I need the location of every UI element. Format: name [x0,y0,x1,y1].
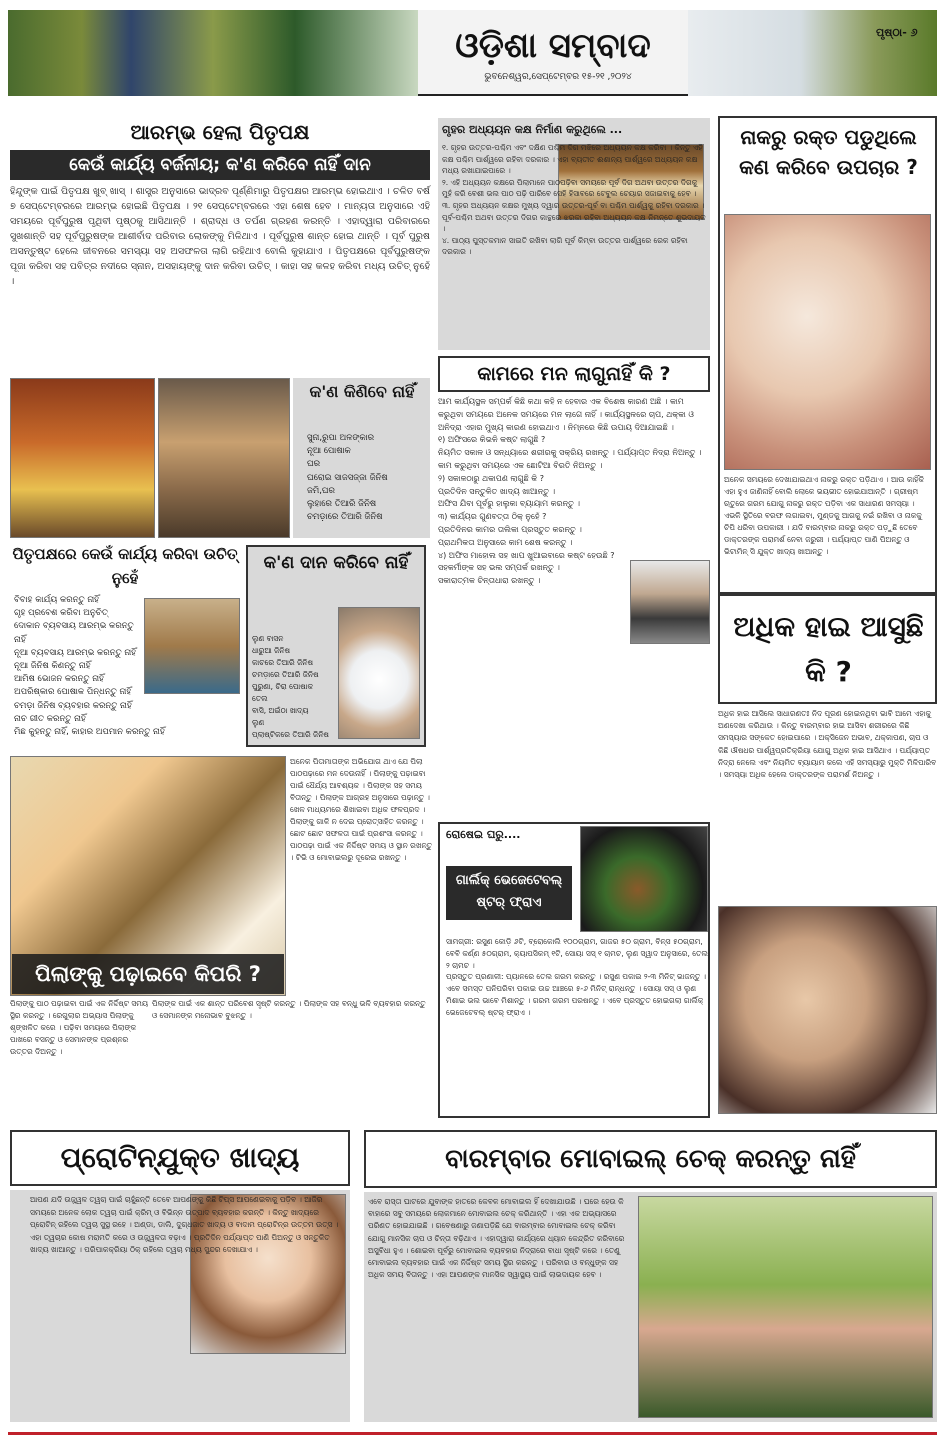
kids-title: ପିଲାଙ୍କୁ ପଢ଼ାଇବେ କିପରି ? [12,954,284,994]
list-item: ବିବାହ କାର୍ଯ୍ୟ କରନ୍ତୁ ନାହିଁ [14,595,100,605]
list-item: ପ୍ଲାଷ୍ଟିକରେ ତିଆରି ଜିନିଷ [252,730,329,739]
list-item: ଦୋକାନ ବ୍ୟବସାୟ ଆରମ୍ଭ କରନ୍ତୁ ନାହିଁ [14,621,134,645]
list-item: ଲୁଣ ବାସନ [252,634,284,643]
yawning-body: ଅଧିକ ହାଇ ଆସିଲେ ସାଧାରଣତଃ ନିଦ ପୂରଣ ହୋଇନଥିବା ଭାବି ଆମେ ଏହାକୁ ଅଣଦେଖା କରିଥାଉ । କିନ୍ତୁ ବାରମ୍ବାର ହାଇ ଆସିବା ଶରୀରରେ କିଛି ସମସ୍ୟାର ସଙ୍କେତ ହୋଇପାରେ । ଅକ୍ସିଜେନ ଅଭାବ, ଥକ୍କାପଣ, ଚାପ ଓ କିଛି ଔଷଧର ପାର୍ଶ୍ୱପ୍ରତିକ୍ରିୟା ଯୋଗୁ ଅଧିକ ହାଇ ଆସିଥାଏ । ପର୍ଯ୍ୟାପ୍ତ ନିଦ୍ରା ନେଲେ ଏବଂ ନିୟମିତ ବ୍ୟାୟାମ କଲେ ଏହି ସମସ୍ୟାରୁ ମୁକ୍ତି ମିଳିପାରିବ । ସମସ୍ୟା ଅଧିକ ହେଲେ ଡାକ୍ତରଙ୍କ ପରାମର୍ଶ ନିଅନ୍ତୁ । [718,709,939,780]
no-buy-box [293,378,430,538]
list-item: ଗୃହ ପ୍ରବେଶ କରିବା ଅନୁଚିତ୍ [14,608,108,619]
nosebleed-photo [724,214,931,470]
list-item: ସୁନା,ରୁପା ଅଳଙ୍କାର [307,433,375,443]
list-item: ଚମଡ଼ା ଜିନିଷ ବ୍ୟବହାର କରନ୍ତୁ ନାହିଁ [14,700,132,711]
no-buy-list [307,432,427,536]
nosebleed-title: ନାକରୁ ରକ୍ତ ପଡୁଥିଲେ କଣ କରିବେ ଉପଚାର ? [739,125,918,179]
no-donate-list [252,633,342,745]
study-room-title: ଗୃହର ଅଧ୍ୟୟନ କକ୍ଷ ନିର୍ମାଣ କରୁଥିଲେ ... [442,123,623,136]
mobile-body: ଏବେ ରାସ୍ତା ଘାଟରେ ଯୁବାଙ୍କ ହାତରେ କେବଳ ମୋବାଇଲ ହିଁ ଦେଖାଯାଉଛି । ଘରେ ହେଉ କି ବାହାରେ ସବୁ ସମୟରେ ଲୋକମାନେ ମୋବାଇଲ ଚେକ୍ କରିଥାନ୍ତି । ଏହା ଏକ ଅଭ୍ୟାସରେ ପରିଣତ ହୋଇଯାଇଛି । ଗବେଷଣାରୁ ଜଣାପଡ଼ିଛି ଯେ ବାରମ୍ବାର ମୋବାଇଲ ଚେକ୍ କରିବା ଯୋଗୁ ମାନସିକ ଚାପ ଓ ଚିନ୍ତା ବଢ଼ିଥାଏ । ଏହାଦ୍ୱାରା କାର୍ଯ୍ୟରେ ଧ୍ୟାନ କେନ୍ଦ୍ରିତ କରିବାରେ ଅସୁବିଧା ହୁଏ । ଶୋଇବା ପୂର୍ବରୁ ମୋବାଇଲ ବ୍ୟବହାର ନିଦ୍ରାରେ ବାଧା ସୃଷ୍ଟି କରେ । ତେଣୁ ମୋବାଇଲ ବ୍ୟବହାର ପାଇଁ ଏକ ନିର୍ଦ୍ଦିଷ୍ଟ ସମୟ ସ୍ଥିର କରନ୍ତୁ । ପରିବାର ଓ ବନ୍ଧୁଙ୍କ ସହ ଅଧିକ ସମୟ ବିତାନ୍ତୁ । ଏହା ଆପଣଙ୍କ ମାନସିକ ସ୍ୱାସ୍ଥ୍ୟ ପାଇଁ ଲାଭଦାୟକ ହେବ । [368,1197,627,1280]
list-item: ଲୁଣ [252,718,265,727]
ritual-photo-priests [158,378,290,538]
pitru-headline: କେଉଁ କାର୍ଯ୍ୟ ବର୍ଜନୀୟ; କ'ଣ କରିବେ ନାହିଁ ଦାନ [10,150,430,180]
offering-photo [144,598,240,694]
work-mind-title-box [438,356,710,392]
pitru-body: ହିନ୍ଦୁଙ୍କ ପାଇଁ ପିତୃପକ୍ଷ ଖୁବ୍ ଖାସ୍ । ଶାସ୍ତ୍ର ଅନୁସାରେ ଭାଦ୍ରବ ପୂର୍ଣ୍ଣିମାରୁ ପିତୃପକ୍ଷର ଆରମ୍ଭ ହୋଇଥାଏ । ଚଳିତ ବର୍ଷ ୭ ସେପ୍ଟେମ୍ବରରେ ଆରମ୍ଭ ହୋଇଛି ପିତୃପକ୍ଷ । ୨୧ ସେପ୍ଟେମ୍ବରରେ ଏହା ଶେଷ ହେବ । ମାନ୍ୟତା ଅନୁସାରେ ଏହି ସମୟରେ ପୂର୍ବପୁରୁଷ ପୃଥିବୀ ପୃଷ୍ଠକୁ ଆସିଥାନ୍ତି । ଶ୍ରାଦ୍ଧ ଓ ତର୍ପଣ ଗ୍ରହଣ କରନ୍ତି । ଏହାଦ୍ୱାରା ପରିବାରରେ ସୁଖଶାନ୍ତି ସହ ପୂର୍ବପୁରୁଷଙ୍କ ଆଶୀର୍ବାଦ ପରିବାର ଲୋକଙ୍କୁ ମିଳିଥାଏ । ପୂର୍ବପୁରୁଷ ଶାନ୍ତ ହୋଇ ଥାନ୍ତି । ପୂର୍ବ ପୁରୁଷ ଅସନ୍ତୁଷ୍ଟ ହେଲେ ଜୀବନରେ ସମସ୍ୟା ସହ ଅସଫଳତା ଲାଗି ରହିଥାଏ ବୋଲି କୁହାଯାଏ । ପିତୃପକ୍ଷରେ ପୂର୍ବପୁରୁଷଙ୍କ ପୂଜା କରିବା ସହ ପବିତ୍ର ନଦୀରେ ସ୍ନାନ, ଅସହାୟଙ୍କୁ ଦାନ କରିବା ଉଚିତ୍ । କାହା ସହ କଳହ କରିବା ମଧ୍ୟ ଉଚିତ୍ ନୁହେଁ । [10,186,434,287]
yawning-title-box [718,594,937,704]
work-mind-body: ଆମ କାର୍ଯ୍ୟସ୍ଥଳ ସମ୍ପର୍କ କିଛି କଥା କହି ନ ହେବାର ଏକ ବିଶେଷ କାରଣ ଅଛି । କାମ କରୁଥିବା ସମୟରେ ଅନେକ ସମୟରେ ମନ ଲାଗେ ନାହିଁ । କାର୍ଯ୍ୟସ୍ଥଳରେ ଚାପ, ଥକ୍କା ଓ ଅନିଦ୍ରା ଏହାର ମୁଖ୍ୟ କାରଣ ହୋଇଥାଏ । ନିମ୍ନରେ କିଛି ଉପାୟ ଦିଆଯାଇଛି । ୧) ଅଫିସରେ କିଭଳି କଷ୍ଟ ଲାଗୁଛି ? ନିୟମିତ ସକାଳ ଓ ସନ୍ଧ୍ୟାରେ ଶରୀରକୁ ସକ୍ରିୟ ରଖନ୍ତୁ । ପର୍ଯ୍ୟାପ୍ତ ନିଦ୍ରା ନିଅନ୍ତୁ । କାମ କରୁଥିବା ସମୟରେ ଏକ ଛୋଟିଆ ବିରତି ନିଅନ୍ତୁ । ୨) ସକାଳଠାରୁ ଥକାପଣ ଲାଗୁଛି କି ? ପ୍ରତିଦିନ ସନ୍ତୁଳିତ ଖାଦ୍ୟ ଖାଆନ୍ତୁ । ଅଫିସ ଯିବା ପୂର୍ବରୁ ହାଲୁକା ବ୍ୟାୟାମ କରନ୍ତୁ । ୩) କାର୍ଯ୍ୟର ଗୁଣବତ୍ତା ଠିକ୍ ନୁହେଁ ? ପ୍ରତିଦିନର କାମର ତାଲିକା ପ୍ରସ୍ତୁତ କରନ୍ତୁ । ପ୍ରାଥମିକତା ଅନୁସାରେ କାମ ଶେଷ କରନ୍ତୁ । ୪) ଅଫିସ ମାହୋଲ ସହ ଖାପ ଖୁଆଇବାରେ କଷ୍ଟ ହେଉଛି ? ସହକର୍ମୀଙ୍କ ସହ ଭଲ ସମ୍ପର୍କ ରଖନ୍ତୁ । ସକାରାତ୍ମକ ଚିନ୍ତାଧାରା ରଖନ୍ତୁ । [438,397,702,586]
list-item: ଲୁହାରେ ତିଆରି ଜିନିଷ [307,499,377,510]
salt-hands-photo [338,607,420,739]
list-item: କାଚରେ ତିଆରି ଜିନିଷ [252,658,313,667]
kids-right-body: ଅନେକ ପିତାମାତାଙ୍କ ଅଭିଯୋଗ ଥାଏ ଯେ ପିଲା ପାଠପଢ଼ାରେ ମନ ଦେଉନାହିଁ । ପିଲାଙ୍କୁ ପଢ଼ାଇବା ପାଇଁ ଧୈର୍ଯ୍ୟ ଆବଶ୍ୟକ । ପିଲାଙ୍କ ସହ ସମୟ ବିତାନ୍ତୁ । ପିଲାଙ୍କ ଆଗ୍ରହ ଅନୁସାରେ ପଢ଼ାନ୍ତୁ । ଖେଳ ମାଧ୍ୟମରେ ଶିଖାଇବା ଅଧିକ ଫଳପ୍ରଦ । ପିଲାଙ୍କୁ ଗାଳି ନ ଦେଇ ପ୍ରୋତ୍ସାହିତ କରନ୍ତୁ । ଛୋଟ ଛୋଟ ସଫଳତା ପାଇଁ ପ୍ରଶଂସା କରନ୍ତୁ । ପାଠପଢ଼ା ପାଇଁ ଏକ ନିର୍ଦ୍ଦିଷ୍ଟ ସମୟ ଓ ସ୍ଥାନ ରଖନ୍ତୁ । ଟିଭି ଓ ମୋବାଇଲରୁ ଦୂରେଇ ରଖନ୍ତୁ । [290,757,435,862]
no-donate-title: କ'ଣ ଦାନ କରିବେ ନାହିଁ [263,553,409,573]
stressed-worker-photo [630,560,710,644]
list-item: ଧାରୁଆ ଜିନିଷ [252,646,291,655]
do-not-list [14,594,165,744]
list-item: ଘରୋଇ ସାଜସଜ୍ଜା ଜିନିଷ [307,472,388,483]
list-item: ଜମି,ଘର [307,485,335,496]
work-mind-title: କାମରେ ମନ ଲାଗୁନାହିଁ କି ? [477,363,671,385]
list-item: ମିଛ କୁହନ୍ତୁ ନାହିଁ, କାହାର ଅପମାନ କରନ୍ତୁ ନାହିଁ [14,727,165,738]
protein-title: ପ୍ରୋଟିନ୍‌ଯୁକ୍ତ ଖାଦ୍ୟ [60,1141,300,1174]
mobile-box [364,1192,937,1422]
stir-fry-photo [580,826,708,932]
list-item: ନୂଆ ଜିନିଷ କିଣନ୍ତୁ ନାହିଁ [14,661,91,672]
list-item: ନୂଆ ବ୍ୟବସାୟ ଆରମ୍ଭ କରନ୍ତୁ ନାହିଁ [14,647,137,658]
kids-bottom-right: ପିଲାଙ୍କ ପାଇଁ ଏକ ଶାନ୍ତ ପରିବେଶ ସୃଷ୍ଟି କରନ୍ତୁ । ପିଲାଙ୍କ ସହ ବନ୍ଧୁ ଭଳି ବ୍ୟବହାର କରନ୍ତୁ ଓ ସେମାନଙ୍କ ମନୋଭାବ ବୁଝନ୍ତୁ । [152,999,428,1020]
girls-mobile-photo [638,1196,933,1418]
protein-box [10,1190,350,1422]
do-not-title: ପିତୃପକ୍ଷରେ କେଉଁ କାର୍ଯ୍ୟ କରିବା ଉଚିତ୍ ନୁହେଁ [12,545,238,587]
nosebleed-box [718,116,937,594]
cooking-body: ସାମଗ୍ରୀ: ରସୁଣ କୋଡ଼ି ୬ଟି, ବ୍ରୋକୋଲି ୧୦୦ଗ୍ରାମ, ଗାଜର ୫୦ ଗ୍ରାମ, ବିନ୍ସ ୫୦ଗ୍ରାମ, ବେବି କର୍ଣ୍ଣ ୫୦ଗ୍ରାମ, କ୍ୟାପସିକମ୍ ୧ଟି, ସୋୟା ସସ୍ ୧ ଚାମଚ, ଲୁଣ ସ୍ୱାଦ ଅନୁସାରେ, ତେଲ ୨ ଚାମଚ । ପ୍ରସ୍ତୁତ ପ୍ରଣାଳୀ: ପ୍ୟାନରେ ତେଲ ଗରମ କରନ୍ତୁ । ରସୁଣ ପକାଇ ୨-୩ ମିନିଟ୍ ଭାଜନ୍ତୁ । ଏବେ ସମସ୍ତ ପନିପରିବା ପକାଇ ଉଚ୍ଚ ଆଞ୍ଚରେ ୫-୬ ମିନିଟ୍ ରାନ୍ଧନ୍ତୁ । ସୋୟା ସସ୍ ଓ ଲୁଣ ମିଶାଇ ଭଲ ଭାବେ ମିଶାନ୍ତୁ । ଗରମ ଗରମ ପରଷନ୍ତୁ । ଏବେ ପ୍ରସ୍ତୁତ ହୋଇଗଲା ଗାର୍ଲିକ୍ ଭେଜେଟେବଲ୍ ଷ୍ଟର୍ ଫ୍ରାଏ । [446,937,708,1017]
page-number: ପୃଷ୍ଠା- ୬ [876,26,918,39]
protein-title-box [10,1130,350,1186]
pitru-kicker: ଆରମ୍ଭ ହେଲା ପିତୃପକ୍ଷ [130,120,310,144]
nosebleed-body: ଅନେକ ସମୟରେ ଦେଖାଯାଇଥାଏ ନାକରୁ ରକ୍ତ ପଡ଼ିଥାଏ । ଆଉ କାହିଁକି ଏହା ହୁଏ ଜାଣିନାହିଁ ବୋଲି ଲୋକେ ଭୟଭୀତ ହୋଇଯାଆନ୍ତି । ଗ୍ରୀଷ୍ମ ଋତୁରେ ଗରମ ଯୋଗୁ ନାକରୁ ରକ୍ତ ପଡ଼ିବା ଏକ ସାଧାରଣ ସମସ୍ୟା । ଏଭଳି ସ୍ଥିତିରେ ବରଫ ଲଗାଇବା, ମୁଣ୍ଡକୁ ଆଗକୁ ନଇଁ ରଖିବା ଓ ନାକକୁ ଚିପି ଧରିବା ଉପକାରୀ । ଯଦି ବାରମ୍ବାର ନାକରୁ ରକ୍ତ ପଡ଼ୁଛି ତେବେ ଡାକ୍ତରଙ୍କ ପରାମର୍ଶ ନେବା ଜରୁରୀ । ପର୍ଯ୍ୟାପ୍ତ ପାଣି ପିଅନ୍ତୁ ଓ ଭିଟାମିନ୍ ସି ଯୁକ୍ତ ଖାଦ୍ୟ ଖାଆନ୍ତୁ । [724,475,927,556]
list-item: ଚମଡ଼ାରେ ତିଆରି ଜିନିଷ [307,512,383,523]
list-item: ପୁରୁଣା, ଚିରା ପୋଷାକ [252,682,313,691]
list-item: ବାସି, ଅଇଁଠା ଖାଦ୍ୟ [252,706,309,715]
list-item: ଅପରିଷ୍କାର ପୋଷାକ ପିନ୍ଧନ୍ତୁ ନାହିଁ [14,687,132,698]
ritual-photo-milk [10,378,155,538]
list-item: ତେଲ [252,694,268,703]
study-room-body: ୧. ଗୃହର ଉତ୍ତର-ପଶ୍ଚିମ ଏବଂ ଦକ୍ଷିଣ ପଶ୍ଚିମ ଦିଗ ମଝିରେ ଅଧ୍ୟୟନ କକ୍ଷ କରିବା । କିନ୍ତୁ ଏହି କକ୍ଷ ପଶ୍ଚିମ ପାର୍ଶ୍ୱରେ ରହିବା ଦରକାର । ଏହା ବ୍ୟତୀତ ଈଶାନ୍ୟ ପାର୍ଶ୍ୱରେ ଅଧ୍ୟୟନ କକ୍ଷ ମଧ୍ୟ ରଖାଯାଇପାରେ । ୨. ଏହି ଅଧ୍ୟୟନ କକ୍ଷରେ ପିଲାମାନେ ପାଠପଢ଼ିବା ସମୟରେ ପୂର୍ବ ଦିଗ ଅଥବା ଉତ୍ତର ଦିଗକୁ ମୁହଁ କରି ବେଶୀ ଭଲ ପାଠ ପଢ଼ି ପାରିବେ ସେହି ହିସାବରେ ଟେବୁଲ ଚେୟାର ସଜାଇବାକୁ ହେବ । ୩. ଗୃହର ଅଧ୍ୟୟନ କକ୍ଷର ମୁଖ୍ୟ ଦ୍ୱାର ଉତ୍ତର-ପୂର୍ବ ବା ପଶ୍ଚିମ ପାର୍ଶ୍ୱକୁ ରହିବା ଦରକାର । ପୂର୍ବ-ପଶ୍ଚିମ ଅଥବା ଉତ୍ତର ଦିଗର କାନ୍ଥରେ ଝରକା ରହିବା ଅଧ୍ୟୟନ କକ୍ଷ ନିମନ୍ତେ ଶୁଭଦାୟକ । ୪. ପାଠ୍ୟ ପୁସ୍ତକମାନ ସାଇତି ରଖିବା ଲାଗି ପୂର୍ବ କିମ୍ବା ଉତ୍ତର ପାର୍ଶ୍ୱରେ ରେକ ରହିବା ଦରକାର । [442,143,706,257]
protein-body: ଆପଣ ଯଦି ଉଜ୍ଜ୍ୱଳ ତ୍ୱଚା ପାଇଁ ଚାହୁଁଛନ୍ତି ତେବେ ଆପଣଙ୍କୁ କିଛି ଟିପ୍ସ ଆପଣେଇବାକୁ ପଡ଼ିବ । ଆଜିର ସମୟରେ ଅନେକ ଲୋକ ତ୍ୱଚା ପାଇଁ କ୍ରିମ୍ ଓ ବିଭିନ୍ନ ଉତ୍ପାଦ ବ୍ୟବହାର କରନ୍ତି । କିନ୍ତୁ ଖାଦ୍ୟରେ ପ୍ରୋଟିନ୍ ରହିଲେ ତ୍ୱଚା ସୁସ୍ଥ ରହେ । ଅଣ୍ଡା, ଡାଲି, ଦୁଗ୍ଧଜାତ ଖାଦ୍ୟ ଓ ବାଦାମ ପ୍ରୋଟିନ୍‌ର ଉତ୍ତମ ଉତ୍ସ । ଏହା ତ୍ୱଚାର କୋଷ ମରାମତି କରେ ଓ ଉଜ୍ଜ୍ୱଳତା ବଢ଼ାଏ । ପ୍ରତିଦିନ ପର୍ଯ୍ୟାପ୍ତ ପାଣି ପିଅନ୍ତୁ ଓ ସନ୍ତୁଳିତ ଖାଦ୍ୟ ଖାଆନ୍ତୁ । ପରିପାକକ୍ରିୟା ଠିକ୍ ରହିଲେ ତ୍ୱଚା ମଧ୍ୟ ସୁନ୍ଦର ଦେଖାଯାଏ । [30,1195,341,1255]
cooking-title: ରୋଷେଇ ଘରୁ.... [446,828,521,841]
mobile-title-box [364,1130,937,1188]
yawning-title: ଅଧିକ ହାଇ ଆସୁଛି କି ? [733,610,924,688]
list-item: ଆମିଷ ଭୋଜନ କରନ୍ତୁ ନାହିଁ [14,674,105,685]
masthead-image-left [8,10,418,96]
list-item: ଚମଡ଼ାରେ ତିଆରି ଜିନିଷ [252,670,319,679]
study-room-box [438,118,710,350]
mobile-title: ବାରମ୍ବାର ମୋବାଇଲ୍ ଚେକ୍ କରନ୍ତୁ ନାହିଁ [445,1144,856,1174]
list-item: ନାଚ ଗୀତ କରନ୍ତୁ ନାହିଁ [14,713,86,724]
list-item: ନୂଆ ପୋଷାକ [307,446,351,457]
list-item: ଘର [307,459,321,470]
no-donate-box [246,545,426,747]
kids-bottom-left: ପିଲାଙ୍କୁ ପାଠ ପଢ଼ାଇବା ପାଇଁ ଏକ ନିର୍ଦ୍ଦିଷ୍ଟ ସମୟ ସ୍ଥିର କରନ୍ତୁ । ରେଗୁଲାର ଅଭ୍ୟାସ ପିଲାଙ୍କୁ ଶୃଙ୍ଖଳିତ କରେ । ପଢ଼ିବା ସମୟରେ ପିଲାଙ୍କ ପାଖରେ ବସନ୍ତୁ ଓ ସେମାନଙ୍କ ପ୍ରଶ୍ନର ଉତ୍ତର ଦିଅନ୍ତୁ । [10,999,151,1056]
cooking-box [438,822,710,1118]
masthead-title: ଓଡ଼ିଶା ସମ୍ବାଦ [455,26,651,66]
masthead-image-right [688,10,937,96]
cooking-dish-label: ଗାର୍ଲିକ୍ ଭେଜେଟେବଲ୍ ଷ୍ଟର୍ ଫ୍ରାଏ [446,866,572,920]
bottom-rule [8,1432,937,1435]
yawning-woman-photo [718,906,937,1114]
masthead [8,10,937,96]
no-buy-title: କ'ଣ କିଣିବେ ନାହିଁ [309,382,415,401]
masthead-dateline: ଭୁବନେଶ୍ୱର,ସେପ୍ଟେମ୍ବର ୧୫-୨୧ ,୨୦୨୪ [484,72,632,82]
